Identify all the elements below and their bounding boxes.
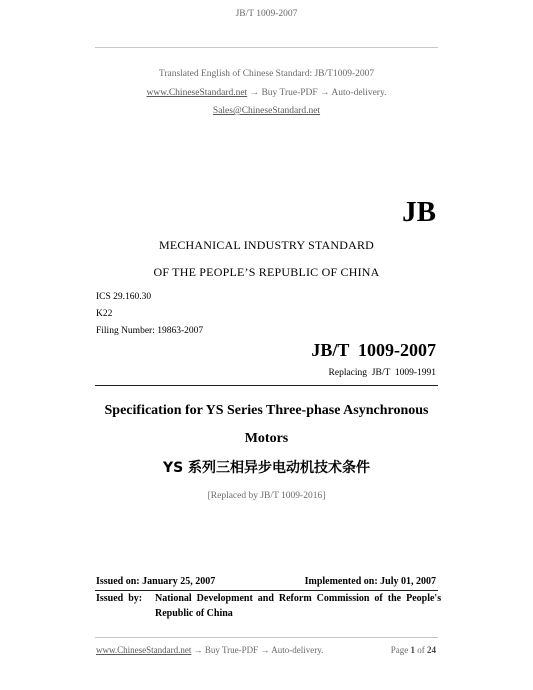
footer-rule: [95, 637, 438, 638]
site-link[interactable]: www.ChineseStandard.net: [146, 88, 248, 98]
replaced-by-note: [Replaced by JB/T 1009-2016]: [207, 491, 326, 501]
issued-date: Issued on: January 25, 2007: [96, 576, 216, 587]
k-code: K22: [96, 309, 113, 319]
arrow-icon: →: [320, 88, 330, 98]
issuer-label: Issued by:: [96, 593, 143, 604]
arrow-icon: →: [193, 645, 203, 655]
page-label: Page: [390, 645, 409, 655]
footer-buy-text: Buy True-PDF: [204, 645, 259, 655]
arrow-icon: →: [260, 645, 270, 655]
translation-notice: Translated English of Chinese Standard: JB/T1009-2007: [158, 69, 375, 79]
purchase-line: [0, 88, 533, 98]
page-number: 1: [410, 645, 415, 655]
arrow-icon: →: [249, 88, 260, 98]
footer-site-link[interactable]: www.ChineseStandard.net: [96, 645, 192, 655]
replacing-note: Replacing JB/T 1009-1991: [328, 368, 436, 378]
page-indicator: [391, 645, 436, 655]
header-rule: [95, 47, 438, 48]
email-line: [0, 106, 533, 116]
title-en-line-2: Motors: [244, 431, 289, 446]
footer-auto-text: Auto-delivery.: [271, 645, 324, 655]
ics-code: ICS 29.160.30: [96, 292, 152, 302]
issuer-line-2: Republic of China: [155, 608, 233, 619]
of-label: of: [417, 645, 425, 655]
title-zh: YS 系列三相异步电动机技术条件: [162, 460, 371, 476]
issuer-line-1: National Development and Reform Commission of the People's: [155, 593, 442, 604]
title-en-line-1: Specification for YS Series Three-phase Asynchronous: [104, 403, 429, 418]
standard-number: JB/T 1009-2007: [311, 340, 436, 360]
footer-purchase-line: [96, 645, 323, 655]
email-link[interactable]: Sales@ChineseStandard.net: [212, 106, 321, 116]
dates-rule: [95, 590, 438, 591]
implemented-date: Implemented on: July 01, 2007: [304, 576, 436, 587]
org-line-1: MECHANICAL INDUSTRY STANDARD: [158, 238, 375, 252]
auto-delivery-text: Auto-delivery.: [331, 88, 387, 98]
standard-logo: JB: [402, 196, 436, 228]
filing-number: Filing Number: 19863-2007: [96, 326, 204, 336]
org-line-2: OF THE PEOPLE’S REPUBLIC OF CHINA: [153, 265, 380, 279]
running-header: JB/T 1009-2007: [235, 9, 298, 19]
buy-text: Buy True-PDF: [261, 88, 318, 98]
page-total: 24: [427, 645, 436, 655]
title-rule: [95, 385, 438, 386]
